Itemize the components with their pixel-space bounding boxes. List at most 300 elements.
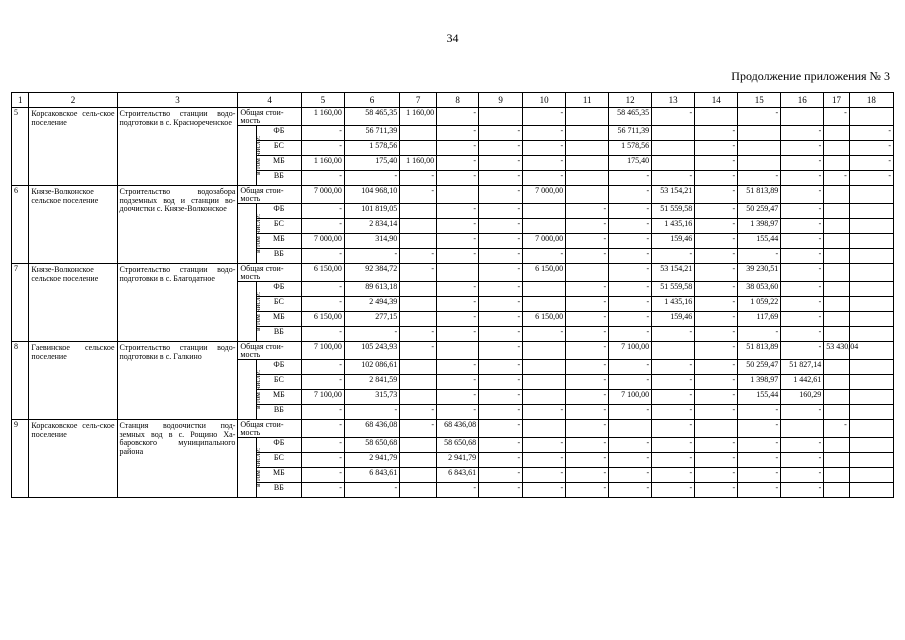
value-cell: 1 442,61 <box>781 375 824 390</box>
value-cell: - <box>400 171 437 186</box>
value-cell: 7 000,00 <box>523 234 566 249</box>
value-cell <box>781 420 824 438</box>
value-cell: - <box>609 219 652 234</box>
value-cell: - <box>781 312 824 327</box>
value-cell: - <box>301 483 344 498</box>
funding-source-name: БС <box>256 219 301 234</box>
value-cell: 155,44 <box>738 390 781 405</box>
value-cell: - <box>566 405 609 420</box>
value-cell: - <box>609 282 652 297</box>
value-cell: - <box>479 438 523 453</box>
value-cell: - <box>523 249 566 264</box>
value-cell: - <box>781 468 824 483</box>
col-header: 6 <box>344 93 399 108</box>
value-cell: 6 843,61 <box>344 468 399 483</box>
value-cell <box>824 219 850 234</box>
value-cell: 1 160,00 <box>301 156 344 171</box>
value-cell: 2 841,59 <box>344 375 399 390</box>
value-cell: - <box>400 264 437 282</box>
project-cell: Станция водоочистки под-земных вод в с. Рощино Ха-баровского муниципального района <box>117 420 238 498</box>
value-cell <box>849 312 893 327</box>
value-cell: - <box>695 297 738 312</box>
value-cell <box>824 249 850 264</box>
value-cell <box>824 405 850 420</box>
value-cell <box>849 249 893 264</box>
value-cell: - <box>781 264 824 282</box>
value-cell <box>824 360 850 375</box>
value-cell: - <box>695 342 738 360</box>
value-cell <box>400 234 437 249</box>
value-cell: - <box>738 453 781 468</box>
value-cell: - <box>781 342 824 360</box>
value-cell <box>849 468 893 483</box>
col-header: 17 <box>824 93 850 108</box>
value-cell: - <box>400 342 437 360</box>
value-cell: - <box>738 483 781 498</box>
including-text: в том числе: <box>253 369 263 410</box>
value-cell: - <box>738 420 781 438</box>
row-number: 7 <box>12 264 29 342</box>
value-cell: - <box>695 156 738 171</box>
value-cell: - <box>781 297 824 312</box>
col-header: 8 <box>437 93 479 108</box>
value-cell: - <box>695 438 738 453</box>
value-cell: - <box>609 483 652 498</box>
value-cell <box>523 360 566 375</box>
value-cell: - <box>609 297 652 312</box>
value-cell: - <box>523 126 566 141</box>
value-cell: - <box>652 405 695 420</box>
value-cell: 89 613,18 <box>344 282 399 297</box>
value-cell: - <box>609 438 652 453</box>
value-cell: 175,40 <box>344 156 399 171</box>
value-cell <box>652 126 695 141</box>
value-cell: - <box>781 126 824 141</box>
value-cell: - <box>479 405 523 420</box>
project-total-row <box>12 342 894 360</box>
funding-source-name: БС <box>256 297 301 312</box>
value-cell: - <box>479 282 523 297</box>
value-cell: - <box>566 327 609 342</box>
value-cell: - <box>695 468 738 483</box>
value-cell: - <box>695 483 738 498</box>
value-cell: - <box>479 171 523 186</box>
value-cell <box>400 297 437 312</box>
value-cell <box>437 342 479 360</box>
municipality-cell: Корсаковское сель-ское поселение <box>29 420 117 498</box>
value-cell <box>824 204 850 219</box>
value-cell: - <box>652 420 695 438</box>
value-cell: - <box>738 327 781 342</box>
value-cell: - <box>695 312 738 327</box>
value-cell <box>652 156 695 171</box>
value-cell: - <box>566 219 609 234</box>
value-cell: - <box>479 375 523 390</box>
value-cell: - <box>437 156 479 171</box>
value-cell: 51 827,14 <box>781 360 824 375</box>
value-cell: - <box>781 327 824 342</box>
value-cell <box>652 141 695 156</box>
value-cell: - <box>738 108 781 126</box>
value-cell: - <box>479 141 523 156</box>
value-cell <box>849 453 893 468</box>
value-cell: - <box>479 390 523 405</box>
including-label <box>238 126 263 186</box>
value-cell: - <box>609 327 652 342</box>
row-number: 5 <box>12 108 29 186</box>
value-cell <box>400 468 437 483</box>
total-cost-label: Общая стои-мость <box>238 186 302 204</box>
value-cell: - <box>781 483 824 498</box>
value-cell: 2 941,79 <box>437 453 479 468</box>
value-cell: - <box>479 204 523 219</box>
value-cell: - <box>479 126 523 141</box>
value-cell: - <box>609 234 652 249</box>
value-cell: - <box>301 282 344 297</box>
value-cell <box>849 186 893 204</box>
value-cell: 6 150,00 <box>523 264 566 282</box>
project-total-row <box>12 420 894 438</box>
page-number: 34 <box>446 31 459 45</box>
value-cell <box>849 420 893 438</box>
value-cell: - <box>344 171 399 186</box>
value-cell: - <box>695 405 738 420</box>
value-cell: - <box>566 375 609 390</box>
value-cell: - <box>695 453 738 468</box>
value-cell: - <box>781 204 824 219</box>
value-cell: - <box>523 108 566 126</box>
value-cell: 56 711,39 <box>344 126 399 141</box>
value-cell <box>824 186 850 204</box>
value-cell <box>652 342 695 360</box>
value-cell <box>849 375 893 390</box>
value-cell: 1 578,56 <box>609 141 652 156</box>
value-cell <box>400 126 437 141</box>
value-cell: 58 465,35 <box>609 108 652 126</box>
col-header: 10 <box>523 93 566 108</box>
value-cell: - <box>301 141 344 156</box>
value-cell: - <box>301 126 344 141</box>
value-cell: - <box>652 171 695 186</box>
value-cell: - <box>437 249 479 264</box>
value-cell: - <box>738 405 781 420</box>
funding-source-name: ФБ <box>256 204 301 219</box>
value-cell <box>824 126 850 141</box>
value-cell: 38 053,60 <box>738 282 781 297</box>
value-cell: 117,69 <box>738 312 781 327</box>
value-cell: - <box>609 171 652 186</box>
value-cell <box>400 204 437 219</box>
value-cell: - <box>437 327 479 342</box>
value-cell: 68 436,08 <box>437 420 479 438</box>
value-cell: - <box>652 468 695 483</box>
value-cell: - <box>781 156 824 171</box>
value-cell: - <box>566 483 609 498</box>
value-cell: - <box>437 390 479 405</box>
value-cell: - <box>301 405 344 420</box>
budget-table <box>11 92 894 498</box>
project-cell: Строительство водозабора подземных вод и станции во-доочистки с. Князе-Волконское <box>117 186 238 264</box>
value-cell <box>523 297 566 312</box>
value-cell: - <box>437 204 479 219</box>
value-cell <box>695 420 738 438</box>
col-header: 1 <box>12 93 29 108</box>
value-cell: - <box>523 405 566 420</box>
value-cell: - <box>479 234 523 249</box>
value-cell: - <box>301 438 344 453</box>
value-cell: 1 578,56 <box>344 141 399 156</box>
value-cell: - <box>523 327 566 342</box>
funding-source-name: ФБ <box>256 438 301 453</box>
value-cell: 160,29 <box>781 390 824 405</box>
value-cell: 1 435,16 <box>652 219 695 234</box>
value-cell: - <box>695 171 738 186</box>
value-cell <box>824 234 850 249</box>
value-cell: - <box>781 141 824 156</box>
value-cell: 105 243,93 <box>344 342 399 360</box>
funding-source-name: ВБ <box>256 171 301 186</box>
value-cell: - <box>344 405 399 420</box>
value-cell: - <box>400 327 437 342</box>
value-cell: - <box>566 420 609 438</box>
value-cell: - <box>437 126 479 141</box>
value-cell: - <box>849 156 893 171</box>
value-cell: - <box>400 249 437 264</box>
value-cell: - <box>301 219 344 234</box>
value-cell: - <box>437 219 479 234</box>
value-cell: - <box>479 483 523 498</box>
col-header: 12 <box>609 93 652 108</box>
value-cell: - <box>437 405 479 420</box>
value-cell <box>523 420 566 438</box>
value-cell <box>824 483 850 498</box>
value-cell: - <box>344 249 399 264</box>
value-cell: - <box>437 483 479 498</box>
value-cell: - <box>523 438 566 453</box>
col-header: 13 <box>652 93 695 108</box>
funding-source-name: ФБ <box>256 360 301 375</box>
value-cell: - <box>652 438 695 453</box>
value-cell: - <box>301 468 344 483</box>
value-cell <box>824 282 850 297</box>
value-cell: 1 160,00 <box>301 108 344 126</box>
value-cell <box>523 204 566 219</box>
value-cell: 2 834,14 <box>344 219 399 234</box>
value-cell <box>566 108 609 126</box>
value-cell: - <box>849 126 893 141</box>
including-text: в том числе: <box>253 291 263 332</box>
value-cell <box>400 141 437 156</box>
value-cell: 7 100,00 <box>301 390 344 405</box>
value-cell: - <box>566 453 609 468</box>
value-cell: 277,15 <box>344 312 399 327</box>
value-cell: 6 150,00 <box>301 312 344 327</box>
value-cell: - <box>781 234 824 249</box>
value-cell: - <box>695 327 738 342</box>
total-cost-label: Общая стои-мость <box>238 108 302 126</box>
value-cell <box>849 234 893 249</box>
funding-source-name: БС <box>256 141 301 156</box>
value-cell <box>400 312 437 327</box>
value-cell: 7 000,00 <box>301 186 344 204</box>
value-cell: - <box>609 264 652 282</box>
value-cell: 7 000,00 <box>301 234 344 249</box>
value-cell <box>566 171 609 186</box>
value-cell: - <box>566 342 609 360</box>
value-cell: - <box>437 108 479 126</box>
value-cell: 6 150,00 <box>523 312 566 327</box>
value-cell: 51 813,89 <box>738 186 781 204</box>
value-cell: - <box>566 390 609 405</box>
funding-source-name: МБ <box>256 468 301 483</box>
value-cell: - <box>479 342 523 360</box>
value-cell <box>824 453 850 468</box>
municipality-cell: Корсаковское сель-ское поселение <box>29 108 117 186</box>
value-cell: 1 398,97 <box>738 219 781 234</box>
value-cell: 101 819,05 <box>344 204 399 219</box>
value-cell: - <box>652 375 695 390</box>
value-cell: - <box>437 375 479 390</box>
funding-source-name: МБ <box>256 312 301 327</box>
value-cell: - <box>824 171 850 186</box>
col-header: 4 <box>238 93 302 108</box>
value-cell: 51 813,89 <box>738 342 781 360</box>
value-cell <box>400 282 437 297</box>
value-cell: - <box>523 483 566 498</box>
value-cell <box>738 126 781 141</box>
value-cell: - <box>479 420 523 438</box>
including-text: в том числе: <box>253 213 263 254</box>
value-cell: 50 259,47 <box>738 360 781 375</box>
municipality-cell: Гаевинское сельское поселение <box>29 342 117 420</box>
value-cell <box>400 483 437 498</box>
project-total-row <box>12 108 894 126</box>
row-number: 6 <box>12 186 29 264</box>
value-cell: - <box>566 312 609 327</box>
value-cell: 53 154,21 <box>652 186 695 204</box>
col-header: 3 <box>117 93 238 108</box>
value-cell: - <box>652 327 695 342</box>
value-cell: - <box>695 264 738 282</box>
value-cell <box>849 204 893 219</box>
value-cell: - <box>566 438 609 453</box>
value-cell: 1 435,16 <box>652 297 695 312</box>
value-cell: - <box>652 390 695 405</box>
value-cell: - <box>479 219 523 234</box>
value-cell <box>849 390 893 405</box>
total-cost-label: Общая стои-мость <box>238 264 302 282</box>
value-cell: - <box>566 297 609 312</box>
value-cell: - <box>738 171 781 186</box>
value-cell: 1 160,00 <box>400 108 437 126</box>
value-cell <box>523 219 566 234</box>
value-cell: 58 465,35 <box>344 108 399 126</box>
value-cell <box>849 483 893 498</box>
funding-source-name: МБ <box>256 234 301 249</box>
project-total-row <box>12 264 894 282</box>
value-cell: - <box>609 186 652 204</box>
value-cell: - <box>695 375 738 390</box>
value-cell: - <box>781 282 824 297</box>
value-cell: - <box>400 186 437 204</box>
value-cell: 51 559,58 <box>652 204 695 219</box>
value-cell <box>849 108 893 126</box>
value-cell: - <box>523 468 566 483</box>
value-cell <box>738 141 781 156</box>
value-cell: - <box>437 360 479 375</box>
value-cell: - <box>301 249 344 264</box>
value-cell <box>400 453 437 468</box>
value-cell <box>849 282 893 297</box>
value-cell: - <box>479 327 523 342</box>
value-cell <box>523 342 566 360</box>
value-cell: - <box>479 297 523 312</box>
value-cell: - <box>695 219 738 234</box>
value-cell: - <box>479 156 523 171</box>
value-cell <box>849 405 893 420</box>
value-cell: - <box>301 171 344 186</box>
value-cell: - <box>400 420 437 438</box>
funding-source-name: ВБ <box>256 249 301 264</box>
col-header: 9 <box>479 93 523 108</box>
value-cell: - <box>301 420 344 438</box>
value-cell: - <box>400 405 437 420</box>
value-cell: - <box>301 375 344 390</box>
value-cell: - <box>695 249 738 264</box>
value-cell: - <box>781 171 824 186</box>
value-cell: - <box>781 249 824 264</box>
value-cell: - <box>781 219 824 234</box>
value-cell: - <box>781 405 824 420</box>
value-cell: 53 154,21 <box>652 264 695 282</box>
funding-source-name: ФБ <box>256 126 301 141</box>
value-cell: 7 100,00 <box>609 390 652 405</box>
value-cell: - <box>695 126 738 141</box>
value-cell: 6 150,00 <box>301 264 344 282</box>
funding-source-name: ВБ <box>256 483 301 498</box>
value-cell: - <box>523 141 566 156</box>
project-cell: Строительство станции водо-подготовки в с. Краснореченское <box>117 108 238 186</box>
value-cell: - <box>566 234 609 249</box>
project-total-row <box>12 186 894 204</box>
value-cell: 2 941,79 <box>344 453 399 468</box>
value-cell: - <box>824 108 850 126</box>
value-cell: 2 494,39 <box>344 297 399 312</box>
value-cell: - <box>609 405 652 420</box>
value-cell: - <box>695 141 738 156</box>
funding-source-name: БС <box>256 375 301 390</box>
value-cell: 159,46 <box>652 234 695 249</box>
value-cell: 58 650,68 <box>437 438 479 453</box>
col-header: 11 <box>566 93 609 108</box>
value-cell: 51 559,58 <box>652 282 695 297</box>
municipality-cell: Князе-Волконское сельское поселение <box>29 264 117 342</box>
value-cell <box>849 219 893 234</box>
value-cell <box>400 360 437 375</box>
total-cost-label: Общая стои-мость <box>238 342 302 360</box>
value-cell: - <box>566 204 609 219</box>
value-cell: - <box>344 327 399 342</box>
value-cell: - <box>437 297 479 312</box>
funding-source-name: ФБ <box>256 282 301 297</box>
value-cell: - <box>479 360 523 375</box>
funding-source-name: БС <box>256 453 301 468</box>
value-cell: 7 100,00 <box>301 342 344 360</box>
value-cell: - <box>652 249 695 264</box>
value-cell <box>824 390 850 405</box>
col-header: 5 <box>301 93 344 108</box>
including-label <box>238 360 263 420</box>
